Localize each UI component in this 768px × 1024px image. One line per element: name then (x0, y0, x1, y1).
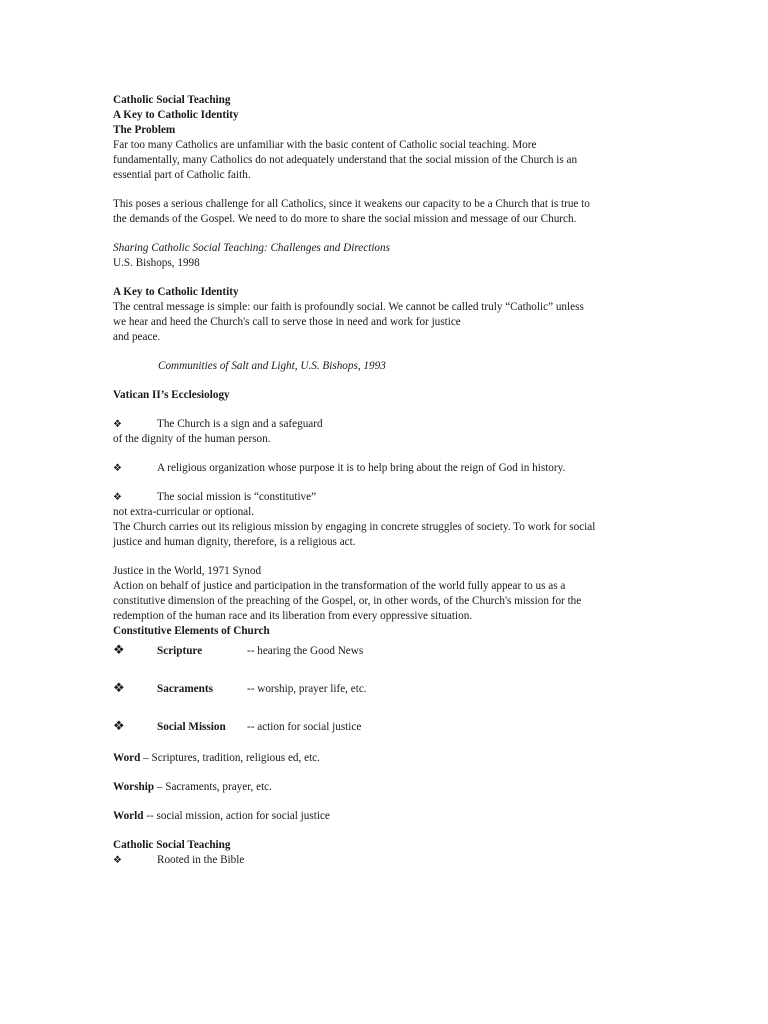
triad-worship (113, 780, 658, 795)
diamond-bullet-icon: ❖ (113, 718, 125, 733)
vatican-item-2 (113, 461, 658, 476)
vatican-item-3-cont: not extra-curricular or optional. (113, 506, 255, 518)
key-identity-citation: Communities of Salt and Light, U.S. Bishops, 1993 (158, 360, 386, 372)
vatican-item-1 (113, 417, 658, 432)
vatican-item-2-text: A religious organization whose purpose it is to help bring about the reign of God in history. (157, 462, 566, 474)
vatican-item-3-text: The social mission is “constitutive” (157, 491, 317, 503)
document-body (113, 93, 658, 868)
word-label: Word (113, 752, 141, 764)
vatican-item-3 (113, 490, 658, 505)
citation-source: U.S. Bishops, 1998 (113, 257, 200, 269)
cst-item-1-text: Rooted in the Bible (157, 854, 245, 866)
justice-line1: Action on behalf of justice and participation in the transformation of the world fully appear to us as a (113, 580, 566, 592)
element-scripture (113, 642, 658, 659)
problem-heading: The Problem (113, 124, 176, 136)
justice-line2: constitutive dimension of the preaching of the Gospel, or, in other words, of the Church's mission for the (113, 595, 582, 607)
diamond-bullet-icon: ❖ (113, 680, 125, 695)
diamond-bullet-icon: ❖ (113, 419, 122, 430)
key-identity-line1: The central message is simple: our faith is profoundly social. We cannot be called truly “Catholic” unless (113, 301, 584, 313)
vatican-heading: Vatican II’s Ecclesiology (113, 389, 230, 401)
world-label: World (113, 810, 144, 822)
problem-p2-line1: This poses a serious challenge for all Catholics, since it weakens our capacity to be a Church that is true to (113, 198, 590, 210)
doc-subtitle: A Key to Catholic Identity (113, 109, 239, 121)
key-identity-line2: we hear and heed the Church's call to serve those in need and work for justice (113, 316, 461, 328)
doc-title: Catholic Social Teaching (113, 94, 231, 106)
vatican-item-3-line1: The Church carries out its religious mission by engaging in concrete struggles of society. To work for social (113, 521, 596, 533)
world-desc: -- social mission, action for social justice (143, 810, 330, 822)
vatican-item-3-line2: justice and human dignity, therefore, is a religious act. (113, 536, 356, 548)
element-desc: -- worship, prayer life, etc. (247, 683, 367, 695)
problem-p1-line1: Far too many Catholics are unfamiliar with the basic content of Catholic social teaching. More (113, 139, 537, 151)
triad-world (113, 809, 658, 824)
cst-heading: Catholic Social Teaching (113, 839, 231, 851)
diamond-bullet-icon: ❖ (113, 463, 122, 474)
vatican-item-1-text: The Church is a sign and a safeguard (157, 418, 323, 430)
triad-word (113, 751, 658, 766)
elements-heading: Constitutive Elements of Church (113, 625, 270, 637)
element-desc: -- hearing the Good News (247, 645, 364, 657)
problem-p1-line3: essential part of Catholic faith. (113, 169, 251, 181)
worship-label: Worship (113, 781, 155, 793)
word-desc: – Scriptures, tradition, religious ed, etc. (140, 752, 320, 764)
citation-title: Sharing Catholic Social Teaching: Challenges and Directions (113, 242, 390, 254)
element-label: Sacraments (157, 683, 213, 695)
worship-desc: – Sacraments, prayer, etc. (154, 781, 272, 793)
element-desc: -- action for social justice (247, 721, 362, 733)
element-social-mission (113, 718, 658, 735)
key-identity-line3: and peace. (113, 331, 161, 343)
diamond-bullet-icon: ❖ (113, 642, 125, 657)
key-identity-heading: A Key to Catholic Identity (113, 286, 239, 298)
element-label: Social Mission (157, 721, 226, 733)
justice-line3: redemption of the human race and its liberation from every oppressive situation. (113, 610, 473, 622)
problem-p1-line2: fundamentally, many Catholics do not adequately understand that the social mission of the Church is an (113, 154, 578, 166)
element-sacraments (113, 680, 658, 697)
diamond-bullet-icon: ❖ (113, 855, 122, 866)
justice-heading: Justice in the World, 1971 Synod (113, 565, 262, 577)
cst-item-1 (113, 853, 658, 868)
diamond-bullet-icon: ❖ (113, 492, 122, 503)
problem-p2-line2: the demands of the Gospel. We need to do more to share the social mission and message of our Church. (113, 213, 577, 225)
vatican-item-1-cont: of the dignity of the human person. (113, 433, 271, 445)
element-label: Scripture (157, 645, 203, 657)
